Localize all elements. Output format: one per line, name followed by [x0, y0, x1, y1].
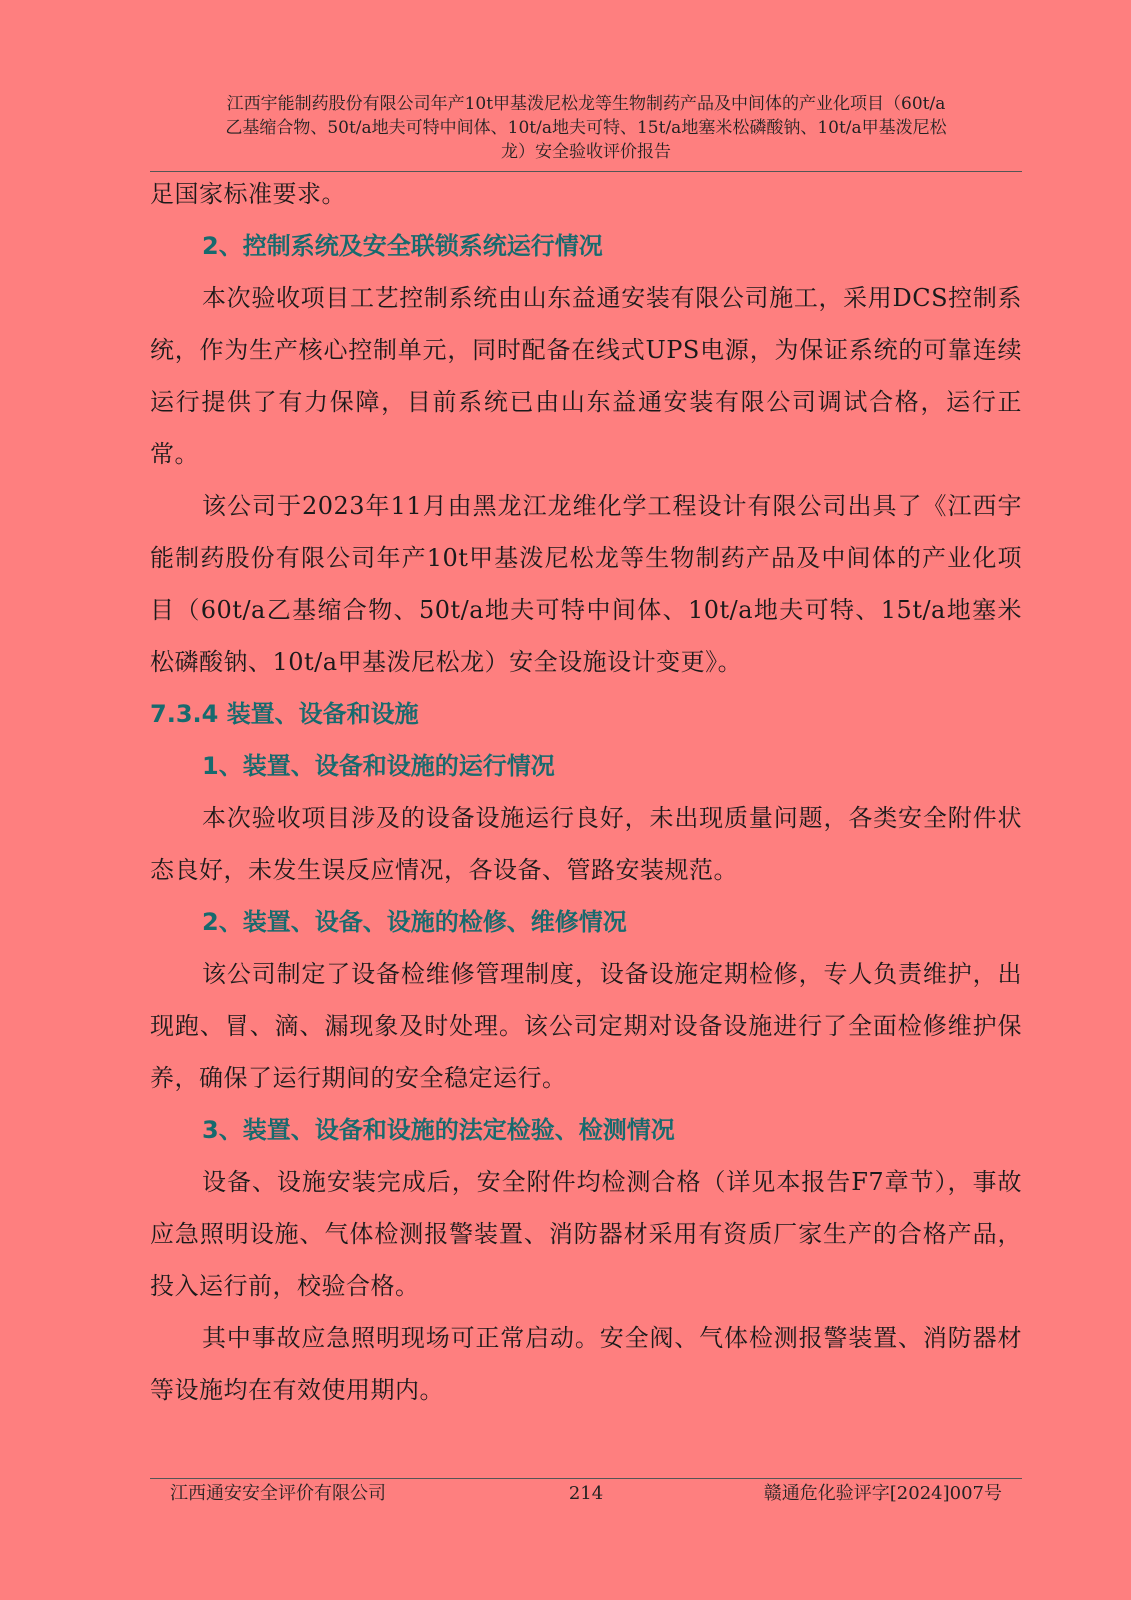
footer-page-number: 214 — [568, 1483, 604, 1504]
paragraph-operation-status: 本次验收项目涉及的设备设施运行良好，未出现质量问题，各类安全附件状态良好，未发生误反应情况，各设备、管路安装规范。 — [150, 804, 1022, 884]
header-title-line-1: 江西宇能制药股份有限公司年产10t甲基泼尼松龙等生物制药产品及中间体的产业化项目（60t/a — [226, 94, 946, 114]
paragraph-emergency-lighting: 其中事故应急照明现场可正常启动。安全阀、气体检测报警装置、消防器材等设施均在有效使用期内。 — [150, 1324, 1022, 1404]
heading-maintenance: 2、装置、设备、设施的检修、维修情况 — [202, 908, 627, 936]
footer-doc-number: 赣通危化验评字[2024]007号 — [763, 1483, 1002, 1504]
paragraph-statutory-inspection: 设备、设施安装完成后，安全附件均检测合格（详见本报告F7章节），事故应急照明设施、气体检测报警装置、消防器材采用有资质厂家生产的合格产品，投入运行前，校验合格。 — [150, 1168, 1022, 1300]
header-title-line-2: 乙基缩合物、50t/a地夫可特中间体、10t/a地夫可特、15t/a地塞米松磷酸钠、10t/a甲基泼尼松 — [225, 118, 947, 138]
heading-statutory-inspection: 3、装置、设备和设施的法定检验、检测情况 — [202, 1116, 675, 1144]
heading-operation-status: 1、装置、设备和设施的运行情况 — [202, 752, 555, 780]
header-title-line-3: 龙）安全验收评价报告 — [501, 142, 671, 162]
page-header — [150, 92, 1022, 164]
section-heading-734: 7.3.4 装置、设备和设施 — [150, 700, 419, 728]
paragraph-continuation: 足国家标准要求。 — [150, 180, 346, 208]
footer-divider — [150, 1478, 1022, 1479]
footer-company: 江西通安安全评价有限公司 — [170, 1483, 386, 1504]
paragraph-maintenance: 该公司制定了设备检维修管理制度，设备设施定期检修，专人负责维护，出现跑、冒、滴、漏现象及时处理。该公司定期对设备设施进行了全面检修维护保养，确保了运行期间的安全稳定运行。 — [150, 960, 1022, 1092]
document-body — [150, 168, 1022, 1416]
paragraph-design-change: 该公司于2023年11月由黑龙江龙维化学工程设计有限公司出具了《江西宇能制药股份有限公司年产10t甲基泼尼松龙等生物制药产品及中间体的产业化项目（60t/a乙基缩合物、50t/a地夫可特中间体、10t/a地夫可特、15t/a地塞米松磷酸钠、10t/a甲基泼尼松龙）安全设施设计变更》。 — [150, 492, 1022, 676]
paragraph-control-system: 本次验收项目工艺控制系统由山东益通安装有限公司施工，采用DCS控制系统，作为生产核心控制单元，同时配备在线式UPS电源，为保证系统的可靠连续运行提供了有力保障，目前系统已由山东益通安装有限公司调试合格，运行正常。 — [150, 284, 1022, 468]
heading-control-system: 2、控制系统及安全联锁系统运行情况 — [202, 232, 603, 260]
